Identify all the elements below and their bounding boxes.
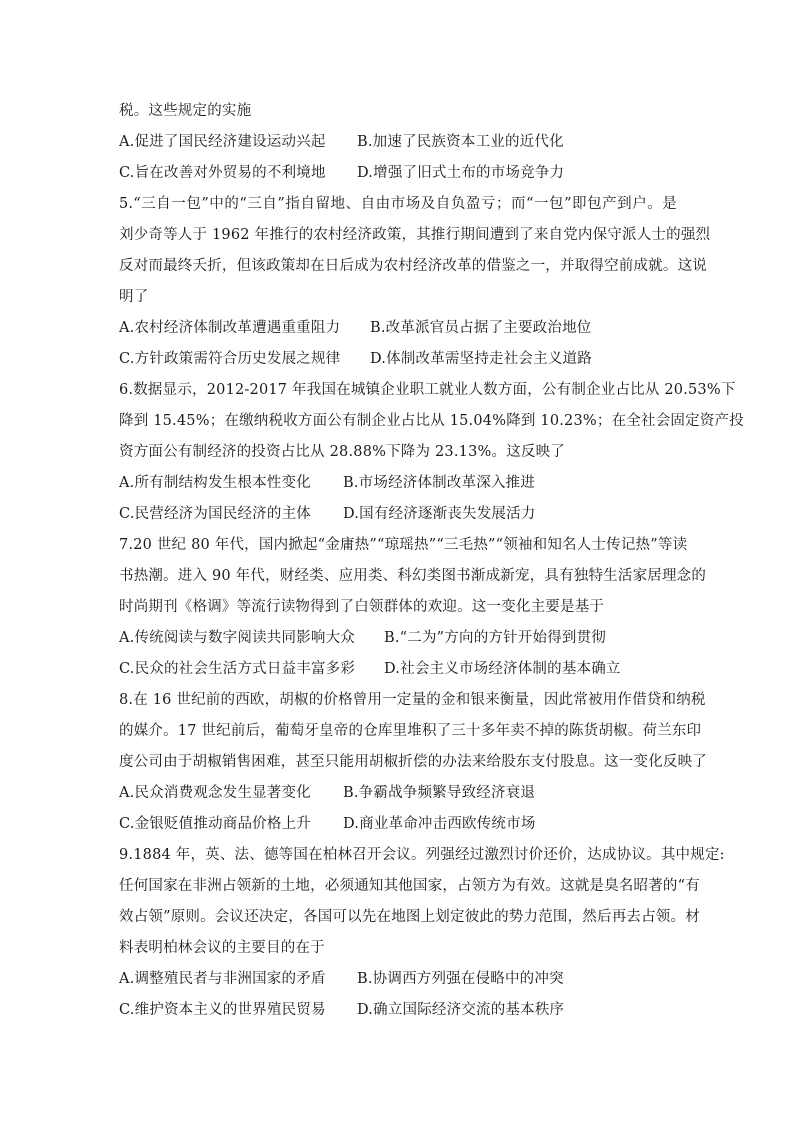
q8-option-d: D.商业革命冲击西欧传统市场 <box>343 816 536 832</box>
q7-option-b: B.“二为”方向的方针开始得到贯彻 <box>384 630 606 646</box>
q4-option-c: C.旨在改善对外贸易的不利境地 <box>119 165 326 181</box>
q8-option-b: B.争霸战争频繁导致经济衰退 <box>343 785 536 801</box>
q7-stem-line: 书热潮。进入 90 年代，财经类、应用类、科幻类图书渐成新宠，具有独特生活家居理念的 <box>119 568 707 584</box>
q6-option-c: C.民营经济为国民经济的主体 <box>119 506 311 522</box>
q5-option-c: C.方针政策需符合历史发展之规律 <box>119 351 341 367</box>
q9-option-a: A.调整殖民者与非洲国家的矛盾 <box>119 971 326 987</box>
q6-option-a: A.所有制结构发生根本性变化 <box>119 475 311 491</box>
q5-stem-line: 明了 <box>119 289 149 305</box>
q5-option-b: B.改革派官员占据了主要政治地位 <box>370 320 592 336</box>
q9-option-b: B.协调西方列强在侵略中的冲突 <box>357 971 564 987</box>
q5-stem-line: 反对而最终夭折，但该政策却在日后成为农村经济改革的借鉴之一，并取得空前成就。这说 <box>119 258 707 274</box>
q6-option-d: D.国有经济逐渐丧失发展活力 <box>343 506 536 522</box>
q7-stem-line: 时尚期刊《格调》等流行读物得到了白领群体的欢迎。这一变化主要是基于 <box>119 599 605 615</box>
q5-option-d: D.体制改革需坚持走社会主义道路 <box>370 351 592 367</box>
q4-stem-continuation: 税。这些规定的实施 <box>119 103 252 119</box>
q8-stem-line: 度公司由于胡椒销售困难，甚至只能用胡椒折偿的办法来给股东支付股息。这一变化反映了 <box>119 754 707 770</box>
q7-stem-line: 7.20 世纪 80 年代，国内掀起“金庸热”“琼瑶热”“三毛热”“领袖和知名人士传记热”等读 <box>119 537 688 553</box>
q4-option-b: B.加速了民族资本工业的近代化 <box>357 134 564 150</box>
q5-stem-line: 5.“三自一包”中的“三自”指自留地、自由市场及自负盈亏；而“一包”即包产到户。是 <box>119 196 677 212</box>
q6-stem-line: 资方面公有制经济的投资占比从 28.88%下降为 23.13%。这反映了 <box>119 444 565 460</box>
q6-stem-line: 6.数据显示，2012-2017 年我国在城镇企业职工就业人数方面，公有制企业占比从 20.53%下 <box>119 382 736 398</box>
q6-option-b: B.市场经济体制改革深入推进 <box>343 475 536 491</box>
q6-stem-line: 降到 15.45%；在缴纳税收方面公有制企业占比从 15.04%降到 10.23%；在全社会固定资产投 <box>119 413 744 429</box>
q4-option-a: A.促进了国民经济建设运动兴起 <box>119 134 326 150</box>
q8-stem-line: 8.在 16 世纪前的西欧，胡椒的价格曾用一定量的金和银来衡量，因此常被用作借贷和纳税 <box>119 692 706 708</box>
q7-option-a: A.传统阅读与数字阅读共同影响大众 <box>119 630 355 646</box>
q9-stem-line: 效占领”原则。会议还决定，各国可以先在地图上划定彼此的势力范围，然后再去占领。材 <box>119 909 700 925</box>
q9-option-d: D.确立国际经济交流的基本秩序 <box>357 1002 565 1018</box>
q9-stem-line: 9.1884 年，英、法、德等国在柏林召开会议。列强经过激烈讨价还价，达成协议。其中规定: <box>119 847 725 863</box>
q5-stem-line: 刘少奇等人于 1962 年推行的农村经济政策，其推行期间遭到了来自党内保守派人士的强烈 <box>119 227 711 243</box>
q4-option-d: D.增强了旧式土布的市场竞争力 <box>357 165 565 181</box>
q7-option-c: C.民众的社会生活方式日益丰富多彩 <box>119 661 356 677</box>
q9-option-c: C.维护资本主义的世界殖民贸易 <box>119 1002 326 1018</box>
q5-option-a: A.农村经济体制改革遭遇重重阻力 <box>119 320 341 336</box>
q8-option-a: A.民众消费观念发生显著变化 <box>119 785 311 801</box>
q7-option-d: D.社会主义市场经济体制的基本确立 <box>384 661 621 677</box>
q8-stem-line: 的媒介。17 世纪前后，葡萄牙皇帝的仓库里堆积了三十多年卖不掉的陈货胡椒。荷兰东印 <box>119 723 702 739</box>
q9-stem-line: 任何国家在非洲占领新的土地，必须通知其他国家，占领方为有效。这就是臭名昭著的“有 <box>119 878 700 894</box>
q8-option-c: C.金银贬值推动商品价格上升 <box>119 816 311 832</box>
q9-stem-line: 料表明柏林会议的主要目的在于 <box>119 940 325 956</box>
